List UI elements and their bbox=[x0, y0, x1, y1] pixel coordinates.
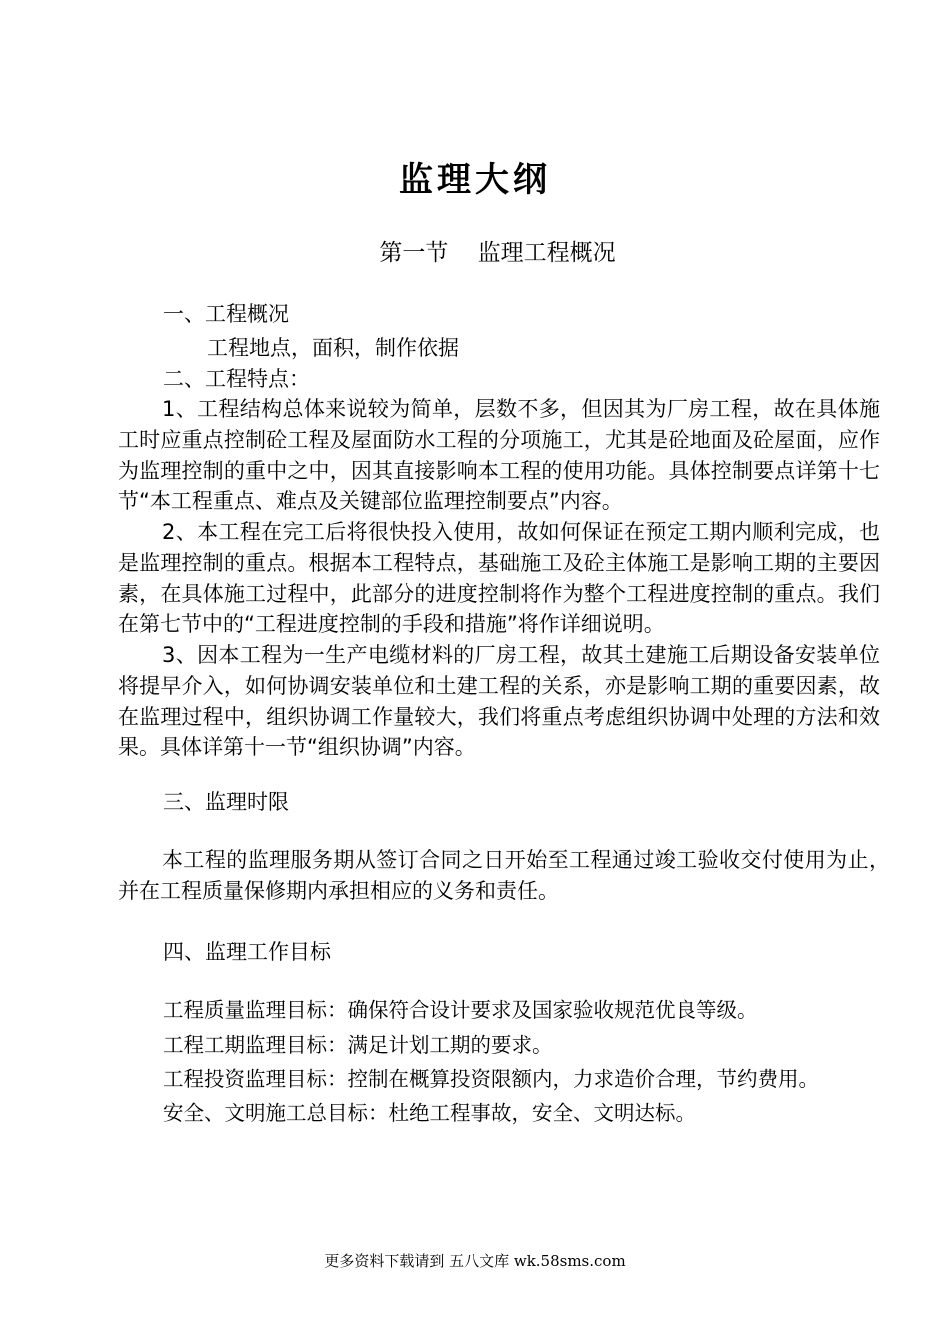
goal-safety: 安全、文明施工总目标：杜绝工程事故，安全、文明达标。 bbox=[163, 1101, 696, 1125]
footer-download-note: 更多资料下载请到 五八文库 wk.58sms.com bbox=[324, 1252, 626, 1270]
feature-paragraph-1: 1、工程结构总体来说较为简单，层数不多，但因其为厂房工程，故在具体施工时应重点控制砼工程及屋面防水工程的分项施工，尤其是砼地面及砼屋面，应作为监理控制的重中之中，因其直接影响本工程的使用功能。具体控制要点详第十七节“本工程重点、难点及关键部位监理控制要点”内容。 bbox=[118, 397, 880, 514]
feature-paragraph-2: 2、本工程在完工后将很快投入使用，故如何保证在预定工期内顺利完成，也是监理控制的重点。根据本工程特点，基础施工及砼主体施工是影响工期的主要因素，在具体施工过程中，此部分的进度控制将作为整个工程进度控制的重点。我们在第七节中的“工程进度控制的手段和措施”将作详细说明。 bbox=[118, 520, 880, 637]
supervision-period-text: 本工程的监理服务期从签订合同之日开始至工程通过竣工验收交付使用为止，并在工程质量保修期内承担相应的义务和责任。 bbox=[118, 848, 890, 903]
goal-quality: 工程质量监理目标：确保符合设计要求及国家验收规范优良等级。 bbox=[163, 998, 758, 1022]
heading-work-goals: 四、监理工作目标 bbox=[163, 940, 331, 964]
section-title: 第一节 监理工程概况 bbox=[379, 240, 616, 266]
document-title: 监理大纲 bbox=[399, 160, 551, 200]
feature-paragraph-3: 3、因本工程为一生产电缆材料的厂房工程，故其土建施工后期设备安装单位将提早介入，如何协调安装单位和土建工程的关系，亦是影响工期的重要因素，故在监理过程中，组织协调工作量较大，我们将重点考虑组织协调中处理的方法和效果。具体详第十一节“组织协调”内容。 bbox=[118, 643, 880, 760]
goal-schedule: 工程工期监理目标：满足计划工期的要求。 bbox=[163, 1033, 553, 1057]
heading-project-features: 二、工程特点： bbox=[163, 367, 310, 391]
goal-investment: 工程投资监理目标：控制在概算投资限额内，力求造价合理，节约费用。 bbox=[163, 1067, 819, 1091]
project-overview-text: 工程地点，面积，制作依据 bbox=[207, 336, 459, 360]
heading-supervision-period: 三、监理时限 bbox=[163, 790, 289, 814]
heading-project-overview: 一、工程概况 bbox=[163, 302, 289, 326]
